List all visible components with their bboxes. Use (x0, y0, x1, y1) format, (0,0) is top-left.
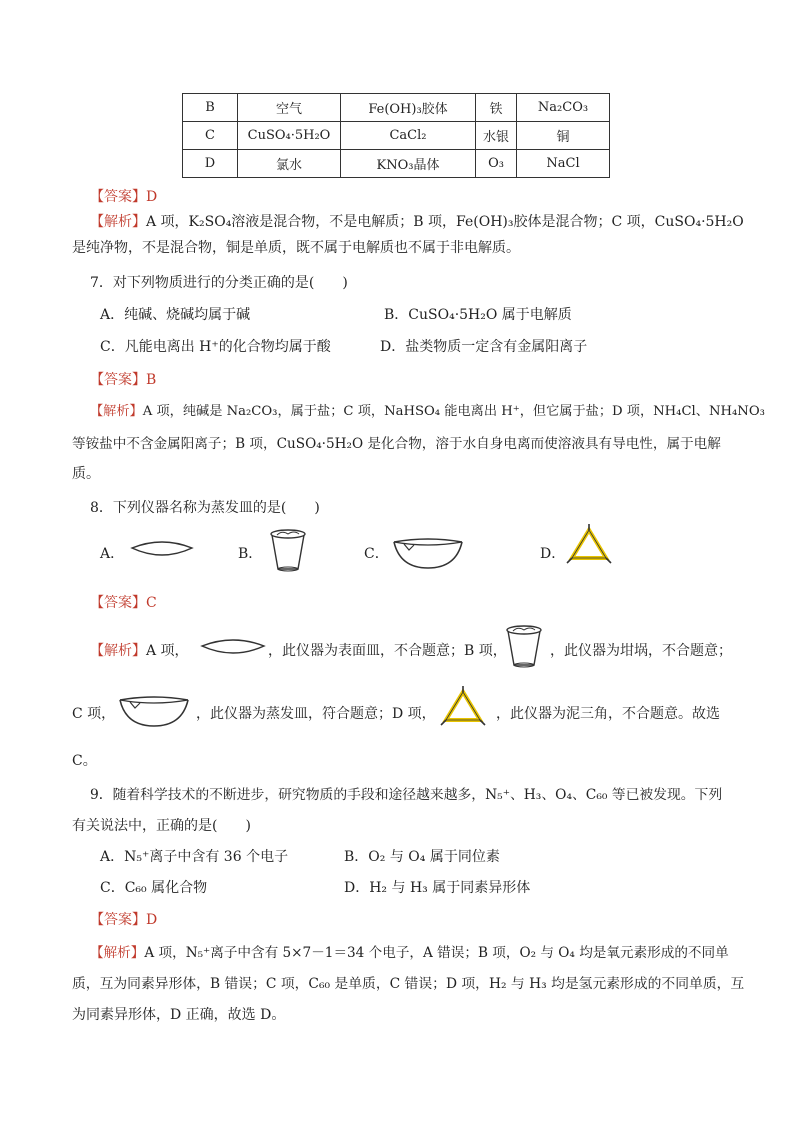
q8-option-c: C． (364, 546, 389, 562)
q9-option-b: B．O₂ 与 O₄ 属于同位素 (344, 849, 500, 865)
table-cell: 水银 (476, 122, 517, 150)
q9-stem-line2: 有关说法中，正确的是( ) (72, 818, 251, 834)
evaporating-dish-icon (392, 536, 464, 572)
q8-stem: 8．下列仪器名称为蒸发皿的是( ) (90, 500, 320, 516)
table-cell: NaCl (517, 150, 610, 178)
classification-table (182, 93, 610, 178)
q8-analysis-2a: C 项， (72, 706, 116, 722)
table-cell: 氯水 (238, 150, 341, 178)
table-cell: 空气 (238, 94, 341, 122)
q7-option-b: B．CuSO₄·5H₂O 属于电解质 (384, 307, 572, 323)
table-cell: C (183, 122, 238, 150)
q8-analysis-2c: ，此仪器为泥三角，不合题意。故选 (496, 706, 720, 722)
q6-analysis-line2: 是纯净物，不是混合物，铜是单质，既不属于电解质也不属于非电解质。 (72, 240, 520, 256)
q9-option-d: D．H₂ 与 H₃ 属于同素异形体 (344, 880, 531, 896)
q7-option-a: A．纯碱、烧碱均属于碱 (100, 307, 251, 323)
table-cell: Na₂CO₃ (517, 94, 610, 122)
crucible-icon (268, 528, 308, 572)
q7-stem: 7．对下列物质进行的分类正确的是( ) (90, 275, 348, 291)
q9-option-c: C．C₆₀ 属化合物 (100, 880, 208, 896)
clay-triangle-icon (440, 686, 486, 730)
table-cell: KNO₃晶体 (341, 150, 476, 178)
q7-analysis-line1: 【解析】A 项，纯碱是 Na₂CO₃，属于盐；C 项，NaHSO₄ 能电离出 H⁺，但它属于盐；D 项，NH₄Cl、NH₄NO₃ (90, 404, 765, 419)
clay-triangle-icon (566, 524, 612, 568)
q7-answer: 【答案】B (90, 372, 157, 388)
q9-stem-line1: 9．随着科学技术的不断进步，研究物质的手段和途径越来越多，N₅⁺、H₃、O₄、C₆₀ 等已被发现。下列 (90, 787, 723, 803)
q9-analysis-line1: 【解析】A 项，N₅⁺离子中含有 5×7－1＝34 个电子，A 错误；B 项，O₂ 与 O₄ 均是氧元素形成的不同单 (90, 945, 729, 961)
table-row (183, 150, 610, 178)
q8-option-b: B． (238, 546, 263, 562)
q7-option-c: C．凡能电离出 H⁺的化合物均属于酸 (100, 339, 331, 355)
q9-analysis-line3: 为同素异形体，D 正确，故选 D。 (72, 1007, 286, 1023)
table-cell: O₃ (476, 150, 517, 178)
q6-analysis-line1: 【解析】A 项，K₂SO₄溶液是混合物，不是电解质；B 项，Fe(OH)₃胶体是混合物；C 项，CuSO₄·5H₂O (90, 214, 744, 230)
q9-analysis-line2: 质，互为同素异形体，B 错误；C 项，C₆₀ 是单质，C 错误；D 项，H₂ 与 H₃ 均是氢元素形成的不同单质，互 (72, 976, 745, 992)
table-cell: CaCl₂ (341, 122, 476, 150)
q8-analysis-3: C。 (72, 753, 97, 769)
q6-answer: 【答案】D (90, 189, 158, 205)
table-cell: CuSO₄·5H₂O (238, 122, 341, 150)
q8-analysis-1c: ，此仪器为坩埚，不合题意； (550, 643, 732, 659)
q8-option-a: A． (100, 546, 125, 562)
evaporating-dish-icon (118, 694, 190, 730)
table-row (183, 94, 610, 122)
q7-analysis-line3: 质。 (72, 466, 100, 482)
q9-answer: 【答案】D (90, 912, 158, 928)
watch-glass-icon (200, 638, 266, 660)
table-cell: Fe(OH)₃胶体 (341, 94, 476, 122)
table-cell: 铜 (517, 122, 610, 150)
watch-glass-icon (130, 540, 194, 562)
table-cell: B (183, 94, 238, 122)
q7-option-d: D．盐类物质一定含有金属阳离子 (380, 339, 588, 355)
q8-option-d: D． (540, 546, 566, 562)
q7-analysis-line2: 等铵盐中不含金属阳离子；B 项，CuSO₄·5H₂O 是化合物，溶于水自身电离而使溶液具有导电性，属于电解 (72, 436, 721, 452)
table-row (183, 122, 610, 150)
q8-analysis-2b: ，此仪器为蒸发皿，符合题意；D 项， (196, 706, 436, 722)
table-cell: 铁 (476, 94, 517, 122)
table-cell: D (183, 150, 238, 178)
q8-analysis-1b: ，此仪器为表面皿，不合题意；B 项， (268, 643, 507, 659)
crucible-icon (504, 624, 544, 668)
q8-answer: 【答案】C (90, 595, 157, 611)
q8-analysis-1a: 【解析】A 项， (90, 643, 189, 659)
q9-option-a: A．N₅⁺离子中含有 36 个电子 (100, 849, 289, 865)
